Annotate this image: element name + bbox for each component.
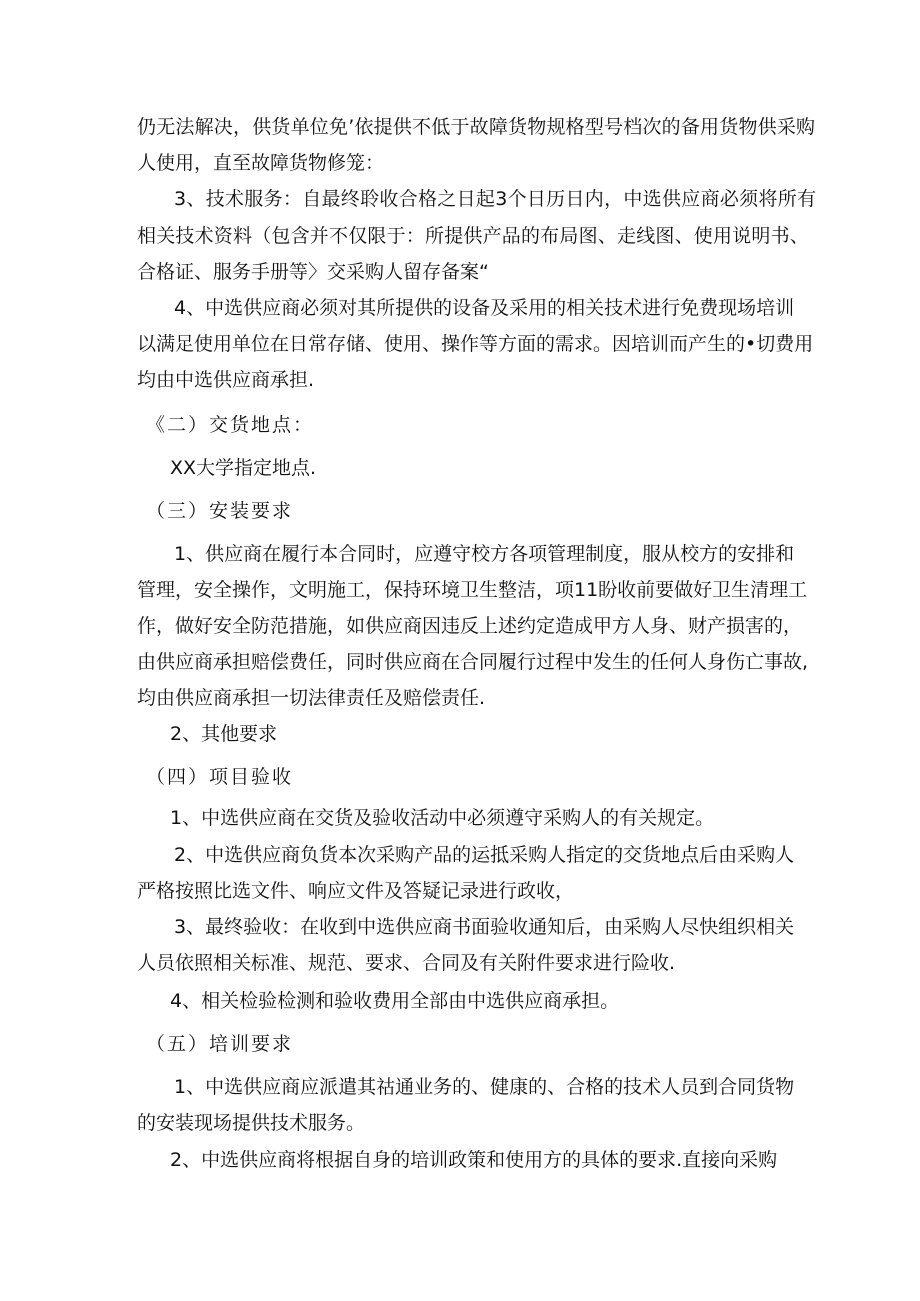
paragraph-line: 相关技术资料（包含并不仅限于：所提供产品的布局图、走线图、使用说明书、 — [137, 225, 810, 247]
paragraph-line: 2、其他要求 — [170, 723, 278, 745]
paragraph-line: 作，做好安全防范措施，如供应商因违反上述约定造成甲方人身、财产损害的， — [137, 615, 803, 637]
paragraph-line: 仍无法解决，供货单位免’依提供不低于故障货物规格型号档次的备用货物供采购 — [137, 116, 816, 138]
paragraph-line: 2、中选供应商将根据自身的培训政策和使用方的具体的要求.直接向采购 — [170, 1149, 778, 1171]
section-heading: （四）项目验收 — [146, 766, 294, 788]
paragraph-line: 3、最终验收：在收到中选供应商书面验收通知后，由采购人尽快组织相关 — [174, 916, 795, 938]
section-heading: （五）培训要求 — [146, 1033, 294, 1055]
paragraph-line: 2、中选供应商负货本次采购产品的运抵采购人指定的交货地点后由采购人 — [174, 844, 795, 866]
paragraph-line: 管理，安全操作，文明施工，保持环境卫生整洁，项11盼收前要做好卫生清理工 — [137, 579, 808, 601]
paragraph-line: 严格按照比选文件、响应文件及答疑记录进行政收， — [137, 880, 575, 902]
paragraph-line: 3、技术服务：自最终聆收合格之日起3个日历日内，中选供应商必须将所有 — [174, 188, 817, 210]
paragraph-line: 均由中选供应商承担. — [137, 369, 315, 391]
paragraph-line: 人员依照相关标准、规范、要求、合同及有关附件要求进行险收. — [137, 952, 676, 974]
paragraph-line: 合格证、服务手册等〉交采购人留存备案“ — [137, 261, 489, 283]
paragraph-line: XX大学指定地点. — [170, 457, 317, 479]
paragraph-line: 均由供应商承担一切法律责任及赔偿责任. — [137, 687, 486, 709]
paragraph-line: 4、中选供应商必须对其所提供的设备及采用的相关技术进行免费现场培训 — [174, 297, 795, 319]
paragraph-line: 人使用，直至故障货物修笼： — [137, 152, 385, 174]
paragraph-line: 1、中选供应商在交货及验收活动中必须遵守采购人的有关规定。 — [170, 807, 715, 829]
paragraph-line: 由供应商承担赔偿费任，同时供应商在合同履行过程中发生的任何人身伤亡事故, — [137, 651, 809, 673]
paragraph-line: 以满足使用单位在日常存储、使用、操作等方面的需求。因培训而产生的•切费用 — [137, 333, 814, 355]
paragraph-line: 1、中选供应商应派遣其祜通业务的、健康的、合格的技术人员到合同货物 — [174, 1076, 795, 1098]
paragraph-line: 4、相关检验检测和验收费用全部由中选供应商承担。 — [170, 990, 620, 1012]
paragraph-line: 1、供应商在履行本合同时，应遵守校方各项管理制度，服从校方的安排和 — [174, 543, 795, 565]
paragraph-line: 的安装现场提供技术服务。 — [137, 1112, 366, 1134]
section-heading: 《二）交货地点： — [146, 414, 315, 436]
section-heading: （三）安装要求 — [146, 500, 294, 522]
